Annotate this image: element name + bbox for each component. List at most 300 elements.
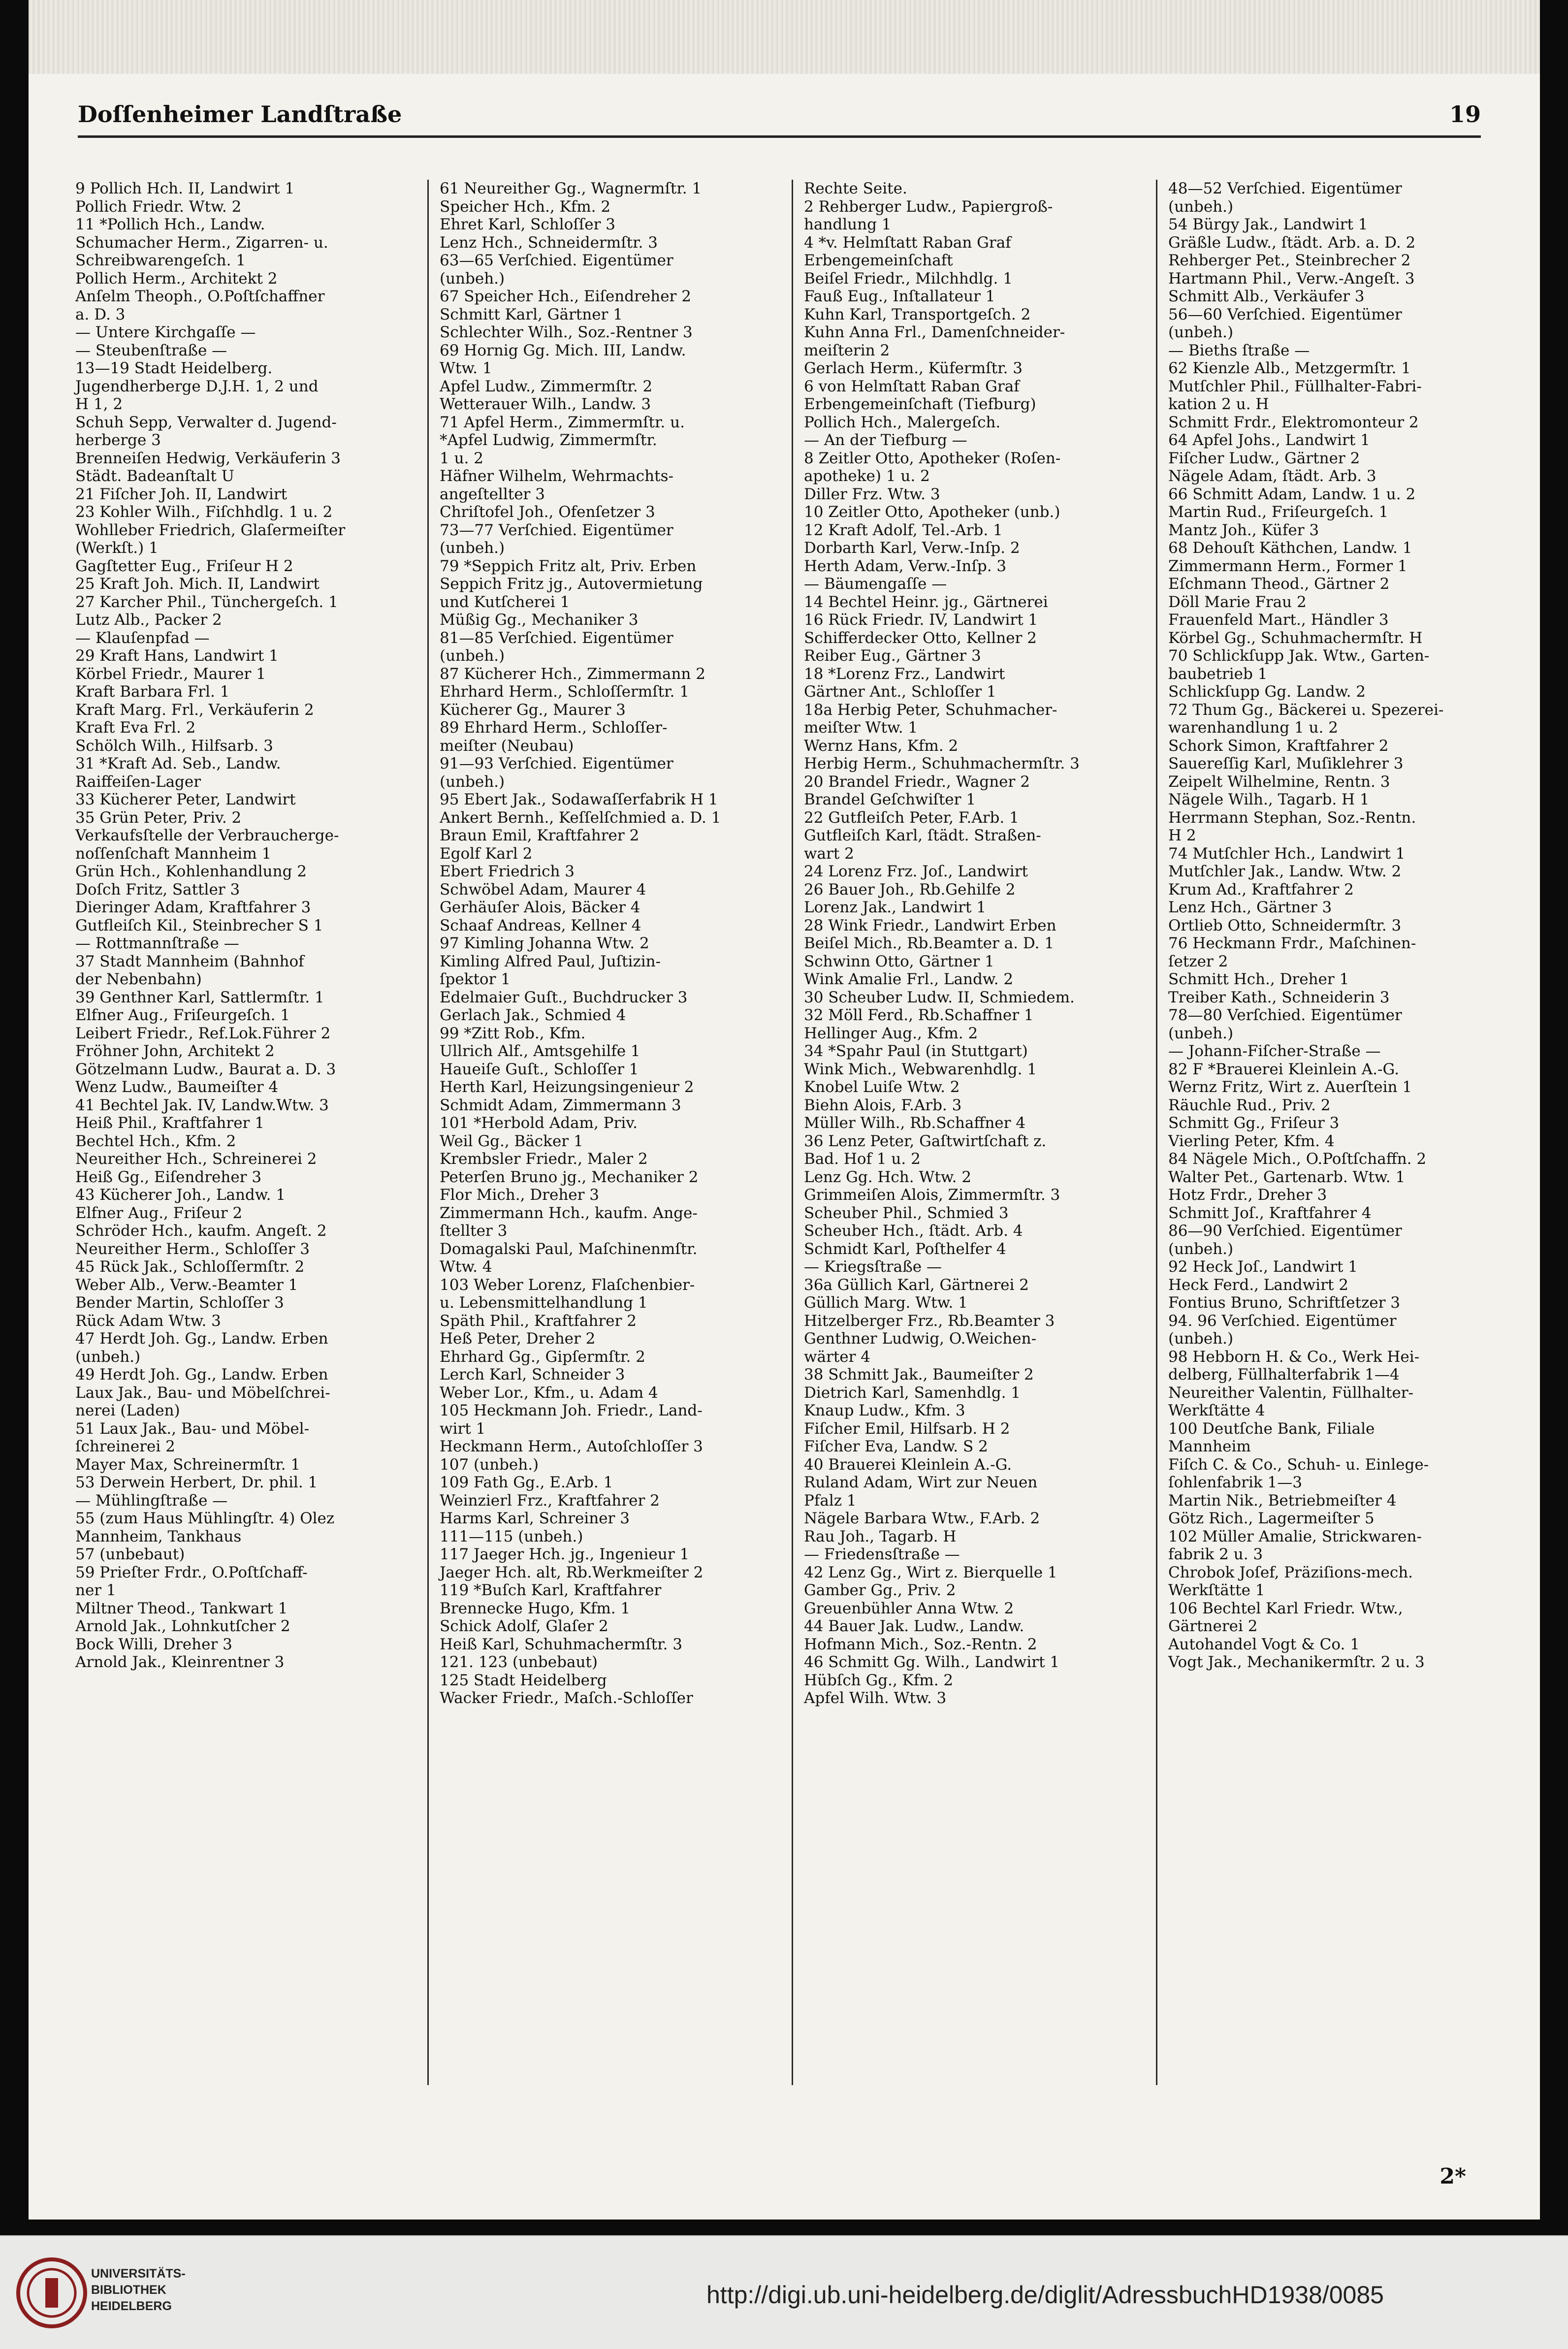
directory-entry: Gutfleiſch Karl, ſtädt. Straßen- (804, 827, 1041, 844)
directory-entry: 86—90 Verſchied. Eigentümer (1168, 1222, 1402, 1240)
directory-entry: 14 Bechtel Heinr. jg., Gärtnerei (804, 593, 1048, 611)
directory-entry: — Bäumengaſſe — (804, 575, 947, 593)
directory-entry: 8 Zeitler Otto, Apotheker (Roſen- (804, 449, 1061, 467)
directory-entry: Götzelmann Ludw., Baurat a. D. 3 (75, 1060, 336, 1078)
directory-entry: 56—60 Verſchied. Eigentümer (1168, 305, 1402, 323)
directory-entry: (unbeh.) (440, 647, 505, 665)
directory-entry: Miltner Theod., Tankwart 1 (75, 1599, 288, 1617)
directory-entry: Neureither Valentin, Füllhalter- (1168, 1384, 1414, 1402)
directory-entry: 105 Heckmann Joh. Friedr., Land- (440, 1402, 703, 1419)
directory-entry: 48—52 Verſchied. Eigentümer (1168, 180, 1402, 197)
directory-entry: (unbeh.) (1168, 1024, 1234, 1042)
directory-entry: 55 (zum Haus Mühlingſtr. 4) Olez (75, 1510, 335, 1527)
directory-entry: Mutſchler Phil., Füllhalter-Fabri- (1168, 377, 1422, 395)
directory-entry: 10 Zeitler Otto, Apotheker (unb.) (804, 503, 1060, 521)
directory-entry: H 1, 2 (75, 395, 123, 413)
directory-entry: Eſchmann Theod., Gärtner 2 (1168, 575, 1390, 593)
directory-entry: Schröder Hch., kaufm. Angeſt. 2 (75, 1222, 327, 1240)
directory-entry: Kraft Barbara Frl. 1 (75, 683, 230, 701)
directory-entry: 94. 96 Verſchied. Eigentümer (1168, 1312, 1397, 1330)
directory-entry: 54 Bürgy Jak., Landwirt 1 (1168, 216, 1368, 233)
directory-entry: 91—93 Verſchied. Eigentümer (440, 755, 673, 772)
directory-entry: Pfalz 1 (804, 1491, 857, 1510)
directory-entry: (Werkſt.) 1 (75, 539, 159, 557)
source-link[interactable]: http://digi.ub.uni-heidelberg.de/diglit/AdressbuchHD1938/0085 (706, 2281, 1384, 2309)
directory-entry: Neureither Herm., Schloſſer 3 (75, 1240, 310, 1258)
directory-entry: (unbeh.) (1168, 323, 1234, 341)
directory-entry: 36 Lenz Peter, Gaſtwirtſchaft z. (804, 1132, 1047, 1150)
directory-entry: Zeipelt Wilhelmine, Rentn. 3 (1168, 772, 1390, 791)
directory-entry: 121. 123 (unbebaut) (440, 1653, 598, 1671)
directory-entry: 26 Bauer Joh., Rb.Gehilfe 2 (804, 880, 1016, 899)
directory-entry: 125 Stadt Heidelberg (440, 1671, 607, 1689)
directory-entry: Knaup Ludw., Kfm. 3 (804, 1402, 965, 1419)
directory-entry: Ruland Adam, Wirt zur Neuen (804, 1474, 1038, 1491)
library-name: UNIVERSITÄTS- BIBLIOTHEK HEIDELBERG (91, 2267, 186, 2313)
directory-entry: Anſelm Theoph., O.Poſtſchaffner (75, 288, 325, 305)
directory-entry: Müßig Gg., Mechaniker 3 (440, 611, 639, 629)
directory-entry: Speicher Hch., Kfm. 2 (440, 197, 611, 216)
directory-entry: Treiber Kath., Schneiderin 3 (1168, 988, 1390, 1006)
directory-entry: Zimmermann Hch., kaufm. Ange- (440, 1204, 698, 1222)
directory-entry: Erbengemeinſchaft (804, 252, 953, 269)
viewer-bar (0, 2235, 1568, 2349)
directory-entry: Schmitt Karl, Gärtner 1 (440, 305, 623, 323)
directory-entry: Lorenz Jak., Landwirt 1 (804, 899, 987, 916)
directory-entry: Nägele Wilh., Tagarb. H 1 (1168, 791, 1370, 808)
directory-entry: der Nebenbahn) (75, 970, 202, 988)
directory-entry: Heck Ferd., Landwirt 2 (1168, 1276, 1348, 1294)
directory-entry: 51 Laux Jak., Bau- und Möbel- (75, 1419, 310, 1438)
directory-entry: ſtellter 3 (440, 1222, 508, 1240)
directory-entry: Gärtner Ant., Schloſſer 1 (804, 683, 996, 701)
directory-entry: Städt. Badeanſtalt U (75, 467, 234, 485)
directory-entry: Körbel Gg., Schuhmachermſtr. H (1168, 629, 1423, 647)
directory-entry: 70 Schlickſupp Jak. Wtw., Garten- (1168, 647, 1430, 665)
directory-entry: Brandel Geſchwiſter 1 (804, 791, 976, 808)
directory-entry: 11 *Pollich Hch., Landw. (75, 216, 265, 233)
directory-entry: Mantz Joh., Küfer 3 (1168, 521, 1319, 539)
directory-entry: Schumacher Herm., Zigarren- u. (75, 233, 328, 252)
directory-entry: ſpektor 1 (440, 970, 511, 988)
directory-entry: Heiß Gg., Eiſendreher 3 (75, 1168, 262, 1186)
directory-entry: Gutfleiſch Kil., Steinbrecher S 1 (75, 916, 323, 934)
directory-entry: Edelmaier Guſt., Buchdrucker 3 (440, 988, 688, 1006)
directory-entry: 6 von Helmſtatt Raban Graf (804, 377, 1020, 395)
directory-entry: 13—19 Stadt Heidelberg. (75, 359, 273, 377)
directory-entry: 18 *Lorenz Frz., Landwirt (804, 665, 1005, 683)
directory-entry: Schreibwarengeſch. 1 (75, 252, 246, 269)
directory-entry: — Bieths ſtraße — (1168, 341, 1310, 359)
directory-entry: Peterſen Bruno jg., Mechaniker 2 (440, 1168, 699, 1186)
directory-entry: baubetrieb 1 (1168, 665, 1268, 683)
directory-entry: 97 Kimling Johanna Wtw. 2 (440, 934, 649, 952)
directory-entry: Schmitt Gg., Friſeur 3 (1168, 1114, 1340, 1132)
directory-entry: Krembsler Friedr., Maler 2 (440, 1150, 648, 1168)
directory-entry: — Friedensſtraße — (804, 1545, 960, 1563)
directory-entry: Güllich Marg. Wtw. 1 (804, 1294, 968, 1312)
directory-entry: 68 Dehouſt Käthchen, Landw. 1 (1168, 539, 1412, 557)
directory-entry: Ankert Bernh., Keſſelſchmied a. D. 1 (440, 808, 721, 827)
directory-entry: Heiß Karl, Schuhmachermſtr. 3 (440, 1635, 682, 1653)
directory-entry: u. Lebensmittelhandlung 1 (440, 1294, 648, 1312)
directory-entry: Scheuber Phil., Schmied 3 (804, 1204, 1009, 1222)
directory-entry: 9 Pollich Hch. II, Landwirt 1 (75, 180, 295, 197)
directory-entry: 44 Bauer Jak. Ludw., Landw. (804, 1617, 1024, 1635)
directory-entry: Schwinn Otto, Gärtner 1 (804, 952, 994, 970)
directory-entry: 33 Kücherer Peter, Landwirt (75, 791, 296, 808)
directory-entry: *Apfel Ludwig, Zimmermſtr. (440, 431, 657, 449)
directory-entry: Kraft Eva Frl. 2 (75, 719, 196, 737)
directory-entry: 71 Apfel Herm., Zimmermſtr. u. (440, 413, 685, 431)
directory-entry: 57 (unbebaut) (75, 1545, 185, 1563)
street-title: Doſſenheimer Landſtraße (78, 101, 402, 128)
directory-entry: Domagalski Paul, Maſchinenmſtr. (440, 1240, 698, 1258)
directory-entry: 67 Speicher Hch., Eiſendreher 2 (440, 288, 691, 305)
directory-entry: Neureither Hch., Schreinerei 2 (75, 1150, 317, 1168)
directory-entry: Brennecke Hugo, Kfm. 1 (440, 1599, 631, 1617)
directory-entry: 109 Fath Gg., E.Arb. 1 (440, 1474, 613, 1491)
directory-entry: Martin Rud., Friſeurgeſch. 1 (1168, 503, 1389, 521)
directory-entry: Erbengemeinſchaft (Tiefburg) (804, 395, 1036, 413)
directory-entry: 36a Güllich Karl, Gärtnerei 2 (804, 1276, 1029, 1294)
directory-entry: Fontius Bruno, Schriftſetzer 3 (1168, 1294, 1401, 1312)
directory-entry: 76 Heckmann Frdr., Maſchinen- (1168, 934, 1416, 952)
directory-entry: Frauenfeld Mart., Händler 3 (1168, 611, 1389, 629)
directory-entry: Grün Hch., Kohlenhandlung 2 (75, 863, 307, 880)
directory-entry: 23 Kohler Wilh., Fiſchhdlg. 1 u. 2 (75, 503, 333, 521)
directory-entry: Flor Mich., Dreher 3 (440, 1186, 600, 1204)
directory-entry: Schmidt Adam, Zimmermann 3 (440, 1096, 681, 1114)
directory-entry: Ehrhard Herm., Schloſſermſtr. 1 (440, 683, 689, 701)
directory-entry: 35 Grün Peter, Priv. 2 (75, 808, 242, 827)
directory-entry: Schuh Sepp, Verwalter d. Jugend- (75, 413, 337, 431)
directory-entry: Heß Peter, Dreher 2 (440, 1330, 596, 1348)
directory-entry: Häfner Wilhelm, Wehrmachts- (440, 467, 673, 485)
directory-entry: 95 Ebert Jak., Sodawaſſerfabrik H 1 (440, 791, 718, 808)
directory-entry: (unbeh.) (1168, 1330, 1234, 1348)
directory-entry: Werkſtätte 1 (1168, 1581, 1265, 1599)
directory-entry: 49 Herdt Joh. Gg., Landw. Erben (75, 1366, 328, 1384)
directory-entry: 79 *Seppich Fritz alt, Priv. Erben (440, 557, 697, 575)
directory-entry: apotheke) 1 u. 2 (804, 467, 930, 485)
directory-entry: handlung 1 (804, 216, 892, 233)
directory-entry: Hotz Frdr., Dreher 3 (1168, 1186, 1327, 1204)
directory-entry: (unbeh.) (440, 539, 505, 557)
directory-entry: ſchreinerei 2 (75, 1438, 175, 1455)
directory-entry: ſetzer 2 (1168, 952, 1228, 970)
directory-entry: Apfel Ludw., Zimmermſtr. 2 (440, 377, 653, 395)
directory-entry: Wacker Friedr., Maſch.-Schloſſer (440, 1689, 693, 1707)
column-divider (1156, 180, 1157, 2085)
directory-entry: Beiſel Friedr., Milchhdlg. 1 (804, 269, 1013, 288)
directory-entry: Elfner Aug., Friſeur 2 (75, 1204, 243, 1222)
directory-entry: und Kutſcherei 1 (440, 593, 570, 611)
directory-entry: Ehrhard Gg., Gipſermſtr. 2 (440, 1348, 645, 1366)
directory-entry: (unbeh.) (1168, 197, 1234, 216)
directory-entry: Kuhn Karl, Transportgeſch. 2 (804, 305, 1031, 323)
directory-entry: — Klauſenpfad — (75, 629, 210, 647)
directory-entry: Götz Rich., Lagermeiſter 5 (1168, 1510, 1375, 1527)
directory-entry: 4 *v. Helmſtatt Raban Graf (804, 233, 1011, 252)
directory-entry: Laux Jak., Bau- und Möbelſchrei- (75, 1384, 330, 1402)
running-head (78, 101, 1481, 138)
directory-entry: Greuenbühler Anna Wtw. 2 (804, 1599, 1014, 1617)
directory-entry: Chriſtofel Joh., Ofenſetzer 3 (440, 503, 655, 521)
directory-entry: 22 Gutfleiſch Peter, F.Arb. 1 (804, 808, 1019, 827)
directory-entry: Reiber Eug., Gärtner 3 (804, 647, 981, 665)
directory-entry: 63—65 Verſchied. Eigentümer (440, 252, 673, 269)
directory-entry: Kraft Marg. Frl., Verkäuferin 2 (75, 701, 314, 719)
directory-entry: 61 Neureither Gg., Wagnermſtr. 1 (440, 180, 702, 197)
directory-entry: Dietrich Karl, Samenhdlg. 1 (804, 1384, 1021, 1402)
column-2 (440, 180, 782, 1707)
directory-entry: Müller Wilh., Rb.Schaffner 4 (804, 1114, 1026, 1132)
directory-entry: Weber Alb., Verw.-Beamter 1 (75, 1276, 298, 1294)
directory-entry: — Mühlingſtraße — (75, 1491, 228, 1510)
directory-entry: (unbeh.) (75, 1348, 141, 1366)
directory-entry: 59 Prieſter Frdr., O.Poſtſchaff- (75, 1563, 308, 1581)
directory-entry: 34 *Spahr Paul (in Stuttgart) (804, 1042, 1028, 1060)
directory-entry: Rau Joh., Tagarb. H (804, 1527, 957, 1545)
directory-entry: Nägele Barbara Wtw., F.Arb. 2 (804, 1510, 1040, 1527)
directory-entry: Schork Simon, Kraftfahrer 2 (1168, 737, 1389, 755)
directory-entry: 21 Fiſcher Joh. II, Landwirt (75, 485, 288, 503)
directory-entry: Gerlach Herm., Küfermſtr. 3 (804, 359, 1023, 377)
directory-entry: Grimmeiſen Alois, Zimmermſtr. 3 (804, 1186, 1060, 1204)
directory-entry: Wink Amalie Frl., Landw. 2 (804, 970, 1014, 988)
directory-entry: Fauß Eug., Inſtallateur 1 (804, 288, 995, 305)
directory-entry: Verkaufsſtelle der Verbraucherge- (75, 827, 339, 844)
directory-entry: Doſch Fritz, Sattler 3 (75, 880, 240, 899)
directory-entry: 18a Herbig Peter, Schuhmacher- (804, 701, 1057, 719)
directory-entry: Ebert Friedrich 3 (440, 863, 575, 880)
directory-entry: — Kriegsſtraße — (804, 1258, 942, 1276)
directory-entry: Raiffeiſen-Lager (75, 772, 201, 791)
directory-entry: Räuchle Rud., Priv. 2 (1168, 1096, 1331, 1114)
directory-entry: wärter 4 (804, 1348, 871, 1366)
directory-entry: Schaaf Andreas, Kellner 4 (440, 916, 641, 934)
directory-entry: 111—115 (unbeh.) (440, 1527, 583, 1545)
directory-entry: Schmitt Frdr., Elektromonteur 2 (1168, 413, 1419, 431)
column-1 (75, 180, 417, 1672)
directory-entry: Gräßle Ludw., ſtädt. Arb. a. D. 2 (1168, 233, 1416, 252)
directory-entry: Leibert Friedr., Ref.Lok.Führer 2 (75, 1024, 331, 1042)
directory-entry: Autohandel Vogt & Co. 1 (1168, 1635, 1360, 1653)
scanned-page (29, 0, 1540, 2220)
directory-entry: 82 F *Brauerei Kleinlein A.-G. (1168, 1060, 1400, 1078)
directory-entry: Lenz Hch., Gärtner 3 (1168, 899, 1332, 916)
directory-entry: Zimmermann Herm., Former 1 (1168, 557, 1408, 575)
directory-entry: 25 Kraft Joh. Mich. II, Landwirt (75, 575, 320, 593)
directory-entry: Gamber Gg., Priv. 2 (804, 1581, 956, 1599)
directory-entry: meiſter Wtw. 1 (804, 719, 918, 737)
directory-entry: Körbel Friedr., Maurer 1 (75, 665, 266, 683)
directory-entry: Knobel Luiſe Wtw. 2 (804, 1078, 960, 1096)
directory-entry: Späth Phil., Kraftfahrer 2 (440, 1312, 637, 1330)
directory-entry: herberge 3 (75, 431, 161, 449)
directory-entry: 62 Kienzle Alb., Metzgermſtr. 1 (1168, 359, 1411, 377)
directory-entry: 47 Herdt Joh. Gg., Landw. Erben (75, 1330, 328, 1348)
directory-entry: warenhandlung 1 u. 2 (1168, 719, 1338, 737)
directory-entry: Wenz Ludw., Baumeiſter 4 (75, 1078, 279, 1096)
directory-entry: 40 Brauerei Kleinlein A.-G. (804, 1455, 1012, 1474)
directory-entry: 106 Bechtel Karl Friedr. Wtw., (1168, 1599, 1403, 1617)
directory-entry: Schick Adolf, Glaſer 2 (440, 1617, 608, 1635)
directory-entry: Wetterauer Wilh., Landw. 3 (440, 395, 651, 413)
column-4 (1168, 180, 1510, 1672)
directory-entry: 102 Müller Amalie, Strickwaren- (1168, 1527, 1422, 1545)
directory-entry: Herth Karl, Heizungsingenieur 2 (440, 1078, 694, 1096)
directory-entry: Arnold Jak., Lohnkutſcher 2 (75, 1617, 290, 1635)
directory-entry: Schlickſupp Gg. Landw. 2 (1168, 683, 1366, 701)
directory-entry: Schmitt Hch., Dreher 1 (1168, 970, 1349, 988)
directory-entry: Wernz Hans, Kfm. 2 (804, 737, 959, 755)
directory-entry: Diller Frz. Wtw. 3 (804, 485, 940, 503)
directory-entry: Seppich Fritz jg., Autovermietung (440, 575, 703, 593)
directory-entry: Schwöbel Adam, Maurer 4 (440, 880, 646, 899)
directory-entry: Pollich Friedr. Wtw. 2 (75, 197, 242, 216)
directory-entry: Rechte Seite. (804, 180, 907, 197)
directory-entry: Apfel Wilh. Wtw. 3 (804, 1689, 947, 1707)
directory-entry: Kuhn Anna Frl., Damenſchneider- (804, 323, 1065, 341)
directory-entry: Bender Martin, Schloſſer 3 (75, 1294, 284, 1312)
directory-entry: Harms Karl, Schreiner 3 (440, 1510, 630, 1527)
directory-entry: 12 Kraft Adolf, Tel.-Arb. 1 (804, 521, 1003, 539)
directory-entry: 98 Hebborn H. & Co., Werk Hei- (1168, 1348, 1420, 1366)
directory-entry: Weil Gg., Bäcker 1 (440, 1132, 583, 1150)
directory-entry: Gerlach Jak., Schmied 4 (440, 1006, 626, 1024)
directory-entry: Krum Ad., Kraftfahrer 2 (1168, 880, 1354, 899)
directory-entry: meiſter (Neubau) (440, 737, 574, 755)
directory-entry: Biehn Alois, F.Arb. 3 (804, 1096, 962, 1114)
directory-entry: 101 *Herbold Adam, Priv. (440, 1114, 638, 1132)
directory-entry: Wtw. 1 (440, 359, 492, 377)
directory-entry: 87 Kücherer Hch., Zimmermann 2 (440, 665, 705, 683)
directory-entry: Hellinger Aug., Kfm. 2 (804, 1024, 978, 1042)
university-seal-icon (15, 2256, 89, 2330)
directory-entry: Döll Marie Frau 2 (1168, 593, 1307, 611)
directory-entry: Schmitt Alb., Verkäufer 3 (1168, 288, 1365, 305)
directory-entry: Fiſcher Emil, Hilfsarb. H 2 (804, 1419, 1010, 1438)
column-divider (792, 180, 793, 2085)
directory-entry: 69 Hornig Gg. Mich. III, Landw. (440, 341, 686, 359)
directory-entry: Braun Emil, Kraftfahrer 2 (440, 827, 640, 844)
directory-entry: 39 Genthner Karl, Sattlermſtr. 1 (75, 988, 324, 1006)
directory-entry: Rück Adam Wtw. 3 (75, 1312, 221, 1330)
directory-entry: Kimling Alfred Paul, Juſtizin- (440, 952, 661, 970)
directory-entry: ſohlenfabrik 1—3 (1168, 1474, 1302, 1491)
directory-entry: ner 1 (75, 1581, 116, 1599)
directory-entry: 24 Lorenz Frz. Joſ., Landwirt (804, 863, 1028, 880)
directory-entry: 29 Kraft Hans, Landwirt 1 (75, 647, 279, 665)
directory-entry: nerei (Laden) (75, 1402, 180, 1419)
directory-entry: Gerhäuſer Alois, Bäcker 4 (440, 899, 640, 916)
directory-entry: 27 Karcher Phil., Tünchergeſch. 1 (75, 593, 338, 611)
directory-body (75, 180, 1518, 2090)
directory-entry: 28 Wink Friedr., Landwirt Erben (804, 916, 1056, 934)
directory-entry: kation 2 u. H (1168, 395, 1269, 413)
directory-entry: Wtw. 4 (440, 1258, 492, 1276)
directory-entry: 53 Derwein Herbert, Dr. phil. 1 (75, 1474, 318, 1491)
directory-entry: 78—80 Verſchied. Eigentümer (1168, 1006, 1402, 1024)
directory-entry: Schölch Wilh., Hilfsarb. 3 (75, 737, 273, 755)
directory-entry: Chrobok Joſef, Präziſions-mech. (1168, 1563, 1413, 1581)
directory-entry: 30 Scheuber Ludw. II, Schmiedem. (804, 988, 1075, 1006)
directory-entry: 99 *Zitt Rob., Kfm. (440, 1024, 586, 1042)
directory-entry: Elfner Aug., Friſeurgeſch. 1 (75, 1006, 290, 1024)
directory-entry: Herth Adam, Verw.-Inſp. 3 (804, 557, 1007, 575)
signature-mark: 2* (1440, 2164, 1466, 2189)
directory-entry: 107 (unbeh.) (440, 1455, 539, 1474)
directory-entry: meiſterin 2 (804, 341, 890, 359)
directory-entry: Gagſtetter Eug., Friſeur H 2 (75, 557, 293, 575)
directory-entry: 73—77 Verſchied. Eigentümer (440, 521, 673, 539)
directory-entry: Hitzelberger Frz., Rb.Beamter 3 (804, 1312, 1055, 1330)
directory-entry: Schifferdecker Otto, Kellner 2 (804, 629, 1037, 647)
directory-entry: Genthner Ludwig, O.Weichen- (804, 1330, 1037, 1348)
directory-entry: 64 Apfel Johs., Landwirt 1 (1168, 431, 1370, 449)
directory-entry: (unbeh.) (440, 269, 505, 288)
directory-entry: 72 Thum Gg., Bäckerei u. Spezerei- (1168, 701, 1444, 719)
directory-entry: Heiß Phil., Kraftfahrer 1 (75, 1114, 264, 1132)
directory-entry: Pollich Hch., Malergeſch. (804, 413, 1001, 431)
directory-entry: 84 Nägele Mich., O.Poſtſchaffn. 2 (1168, 1150, 1427, 1168)
directory-entry: 1 u. 2 (440, 449, 483, 467)
directory-entry: 92 Heck Joſ., Landwirt 1 (1168, 1258, 1358, 1276)
directory-entry: 32 Möll Ferd., Rb.Schaffner 1 (804, 1006, 1034, 1024)
directory-entry: Bechtel Hch., Kfm. 2 (75, 1132, 236, 1150)
directory-entry: 74 Mutſchler Hch., Landwirt 1 (1168, 844, 1406, 863)
directory-entry: 100 Deutſche Bank, Filiale (1168, 1419, 1375, 1438)
directory-entry: Beiſel Mich., Rb.Beamter a. D. 1 (804, 934, 1055, 952)
directory-entry: 119 *Buſch Karl, Kraftfahrer (440, 1581, 662, 1599)
directory-entry: Kücherer Gg., Maurer 3 (440, 701, 626, 719)
directory-entry: Wernz Fritz, Wirt z. Auerſtein 1 (1168, 1078, 1412, 1096)
directory-entry: Herbig Herm., Schuhmachermſtr. 3 (804, 755, 1080, 772)
directory-entry: Vierling Peter, Kfm. 4 (1168, 1132, 1335, 1150)
directory-entry: 41 Bechtel Jak. IV, Landw.Wtw. 3 (75, 1096, 329, 1114)
directory-entry: — Untere Kirchgaſſe — (75, 323, 256, 341)
directory-entry: 42 Lenz Gg., Wirt z. Bierquelle 1 (804, 1563, 1057, 1581)
directory-entry: — Rottmannſtraße — (75, 934, 239, 952)
directory-entry: Weber Lor., Kfm., u. Adam 4 (440, 1384, 658, 1402)
directory-entry: Sauereſſig Karl, Muſiklehrer 3 (1168, 755, 1404, 772)
directory-entry: 45 Rück Jak., Schloſſermſtr. 2 (75, 1258, 305, 1276)
directory-entry: Mannheim (1168, 1438, 1251, 1455)
directory-entry: Haueiſe Guſt., Schloſſer 1 (440, 1060, 639, 1078)
directory-entry: Lutz Alb., Packer 2 (75, 611, 222, 629)
directory-entry: 31 *Kraft Ad. Seb., Landw. (75, 755, 281, 772)
directory-entry: Fröhner John, Architekt 2 (75, 1042, 275, 1060)
directory-entry: noſſenſchaft Mannheim 1 (75, 844, 272, 863)
directory-entry: Brenneiſen Hedwig, Verkäuferin 3 (75, 449, 341, 467)
directory-entry: 117 Jaeger Hch. jg., Ingenieur 1 (440, 1545, 690, 1563)
directory-entry: angeſtellter 3 (440, 485, 545, 503)
page-texture (29, 0, 1540, 74)
directory-entry: H 2 (1168, 827, 1196, 844)
directory-entry: Jugendherberge D.J.H. 1, 2 und (75, 377, 319, 395)
directory-entry: Schmidt Karl, Poſthelfer 4 (804, 1240, 1006, 1258)
directory-entry: Wohlleber Friedrich, Glaſermeiſter (75, 521, 346, 539)
directory-entry: Bock Willi, Dreher 3 (75, 1635, 232, 1653)
directory-entry: Wink Mich., Webwarenhdlg. 1 (804, 1060, 1037, 1078)
column-divider (427, 180, 429, 2085)
directory-entry: Ortlieb Otto, Schneidermſtr. 3 (1168, 916, 1402, 934)
directory-entry: Mannheim, Tankhaus (75, 1527, 242, 1545)
directory-entry: Gärtnerei 2 (1168, 1617, 1258, 1635)
directory-entry: Werkſtätte 4 (1168, 1402, 1265, 1419)
